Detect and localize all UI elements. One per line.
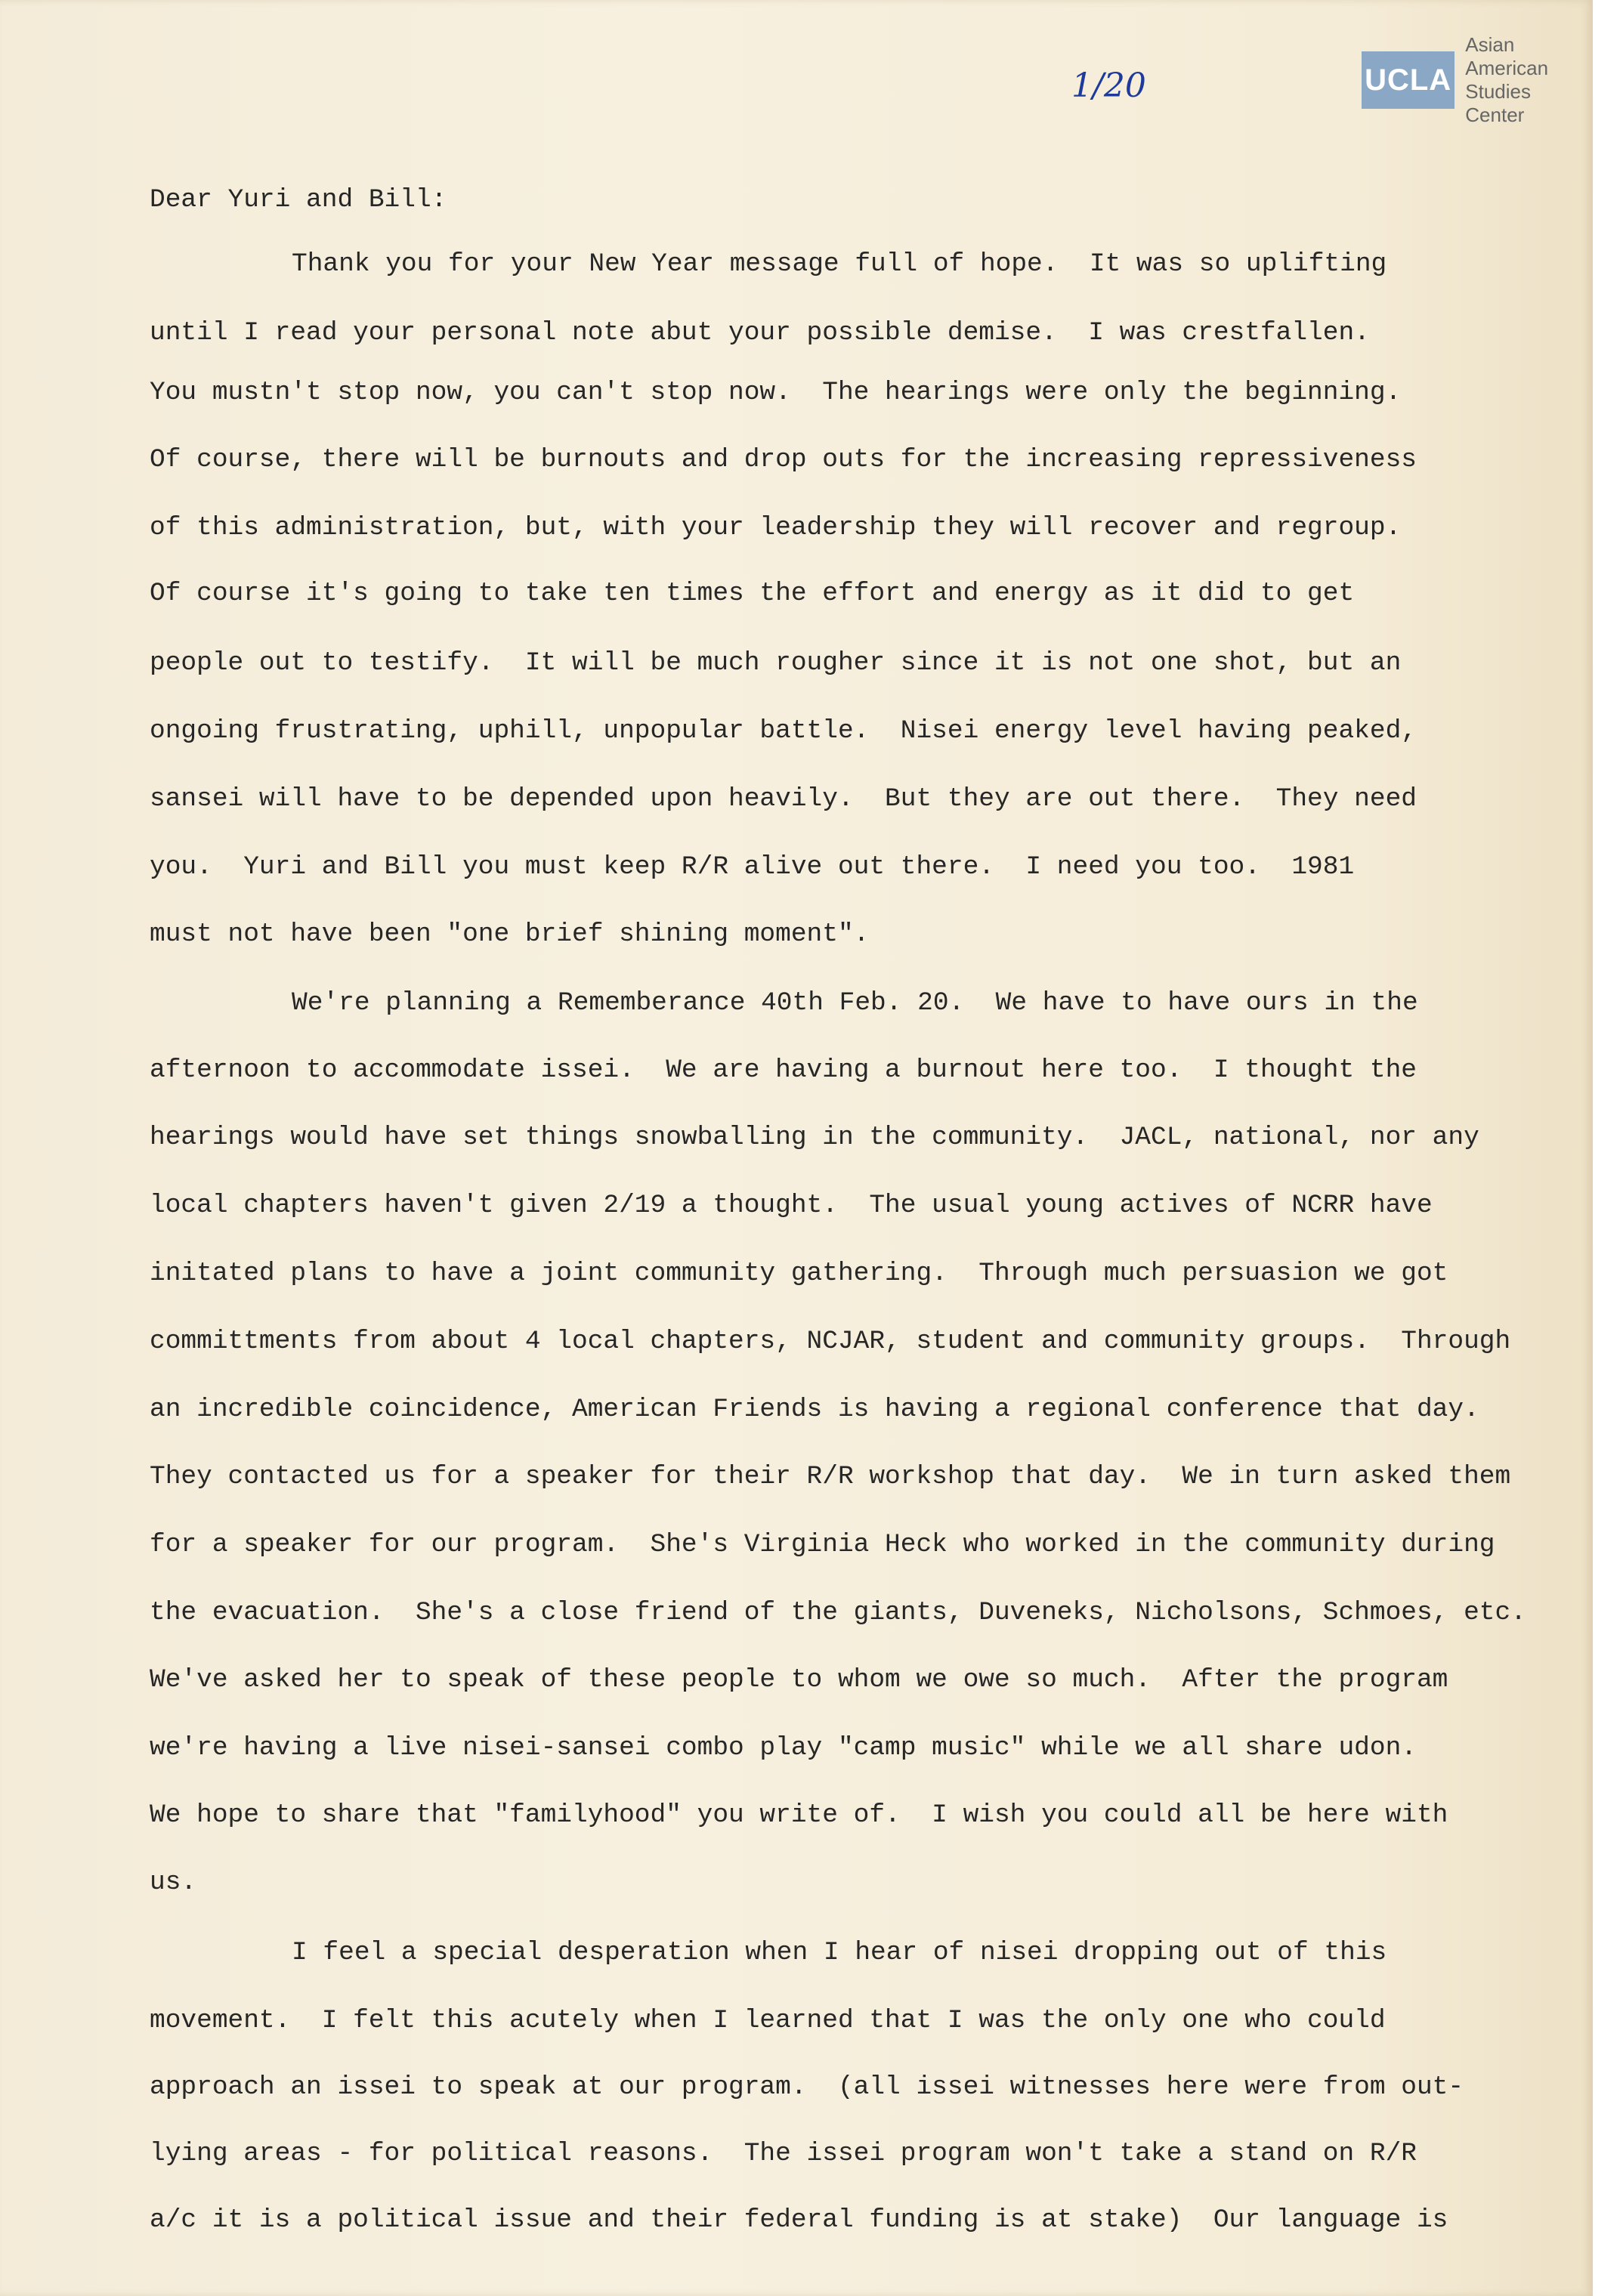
letter-line: local chapters haven't given 2/19 a thought. The usual young actives of NCRR have [150,1191,1433,1220]
letter-line: I feel a special desperation when I hear of nisei dropping out of this [292,1938,1387,1967]
letter-line: hearings would have set things snowballing in the community. JACL, national, nor any [150,1123,1479,1152]
letter-line: the evacuation. She's a close friend of the giants, Duveneks, Nicholsons, Schmoes, etc. [150,1598,1526,1627]
letter-line: people out to testify. It will be much rougher since it is not one shot, but an [150,648,1402,678]
letter-line: You mustn't stop now, you can't stop now. The hearings were only the beginning. [150,378,1402,407]
letter-line: Thank you for your New Year message full of hope. It was so uplifting [292,249,1387,279]
letter-line: us. [150,1868,197,1897]
archive-badge [1362,33,1593,127]
handwritten-page-number: 1/20 [1071,66,1146,105]
letter-line: lying areas - for political reasons. The issei program won't take a stand on R/R [150,2139,1417,2168]
letter-line: approach an issei to speak at our program. (all issei witnesses here were from out- [150,2072,1464,2102]
center-name-line2: Studies Center [1465,80,1532,126]
letter-line: We hope to share that "familyhood" you write of. I wish you could all be here with [150,1800,1448,1830]
letter-line: for a speaker for our program. She's Virginia Heck who worked in the community during [150,1530,1495,1559]
center-name [1465,33,1593,127]
letter-line: They contacted us for a speaker for their R/R workshop that day. We in turn asked them [150,1462,1511,1491]
letter-line: We've asked her to speak of these people to whom we owe so much. After the program [150,1665,1448,1695]
letter-line: of this administration, but, with your leadership they will recover and regroup. [150,513,1402,542]
letter-salutation: Dear Yuri and Bill: [150,185,447,215]
letter-line: We're planning a Rememberance 40th Feb. 20. We have to have ours in the [292,988,1418,1018]
letter-line: committments from about 4 local chapters, NCJAR, student and community groups. Through [150,1327,1511,1356]
ucla-logo: UCLA [1362,51,1455,109]
letter-line: Of course it's going to take ten times the effort and energy as it did to get [150,579,1355,608]
letter-line: afternoon to accommodate issei. We are having a burnout here too. I thought the [150,1055,1417,1085]
letter-line: ongoing frustrating, uphill, unpopular battle. Nisei energy level having peaked, [150,716,1417,746]
letter-line: a/c it is a political issue and their federal funding is at stake) Our language is [150,2205,1448,2235]
center-name-line1: Asian American [1465,33,1549,79]
letter-line: must not have been "one brief shining moment". [150,919,870,949]
letter-line: initated plans to have a joint community gathering. Through much persuasion we got [150,1259,1448,1288]
letter-line: you. Yuri and Bill you must keep R/R alive out there. I need you too. 1981 [150,852,1355,882]
letter-line: until I read your personal note abut your possible demise. I was crestfallen. [150,318,1370,348]
letter-line: we're having a live nisei-sansei combo play "camp music" while we all share udon. [150,1733,1417,1763]
letter-line: Of course, there will be burnouts and drop outs for the increasing repressiveness [150,445,1417,474]
letter-line: movement. I felt this acutely when I learned that I was the only one who could [150,2006,1386,2035]
letter-line: sansei will have to be depended upon heavily. But they are out there. They need [150,784,1417,814]
letter-line: an incredible coincidence, American Friends is having a regional conference that day. [150,1395,1479,1424]
